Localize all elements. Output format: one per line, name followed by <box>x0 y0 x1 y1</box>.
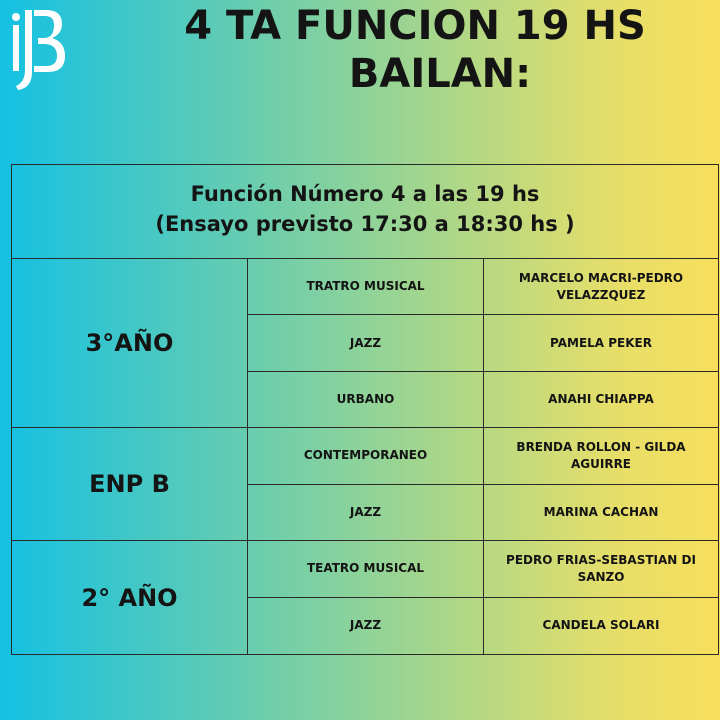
teacher-cell: MARINA CACHAN <box>484 485 718 541</box>
table-header <box>12 165 718 259</box>
style-cell: CONTEMPORANEO <box>248 428 484 484</box>
teacher-cell: PEDRO FRIAS-SEBASTIAN DI SANZO <box>484 541 718 597</box>
style-cell: JAZZ <box>248 485 484 541</box>
teacher-cell: BRENDA ROLLON - GILDA AGUIRRE <box>484 428 718 484</box>
schedule-table <box>11 164 719 655</box>
header-line-1: Función Número 4 a las 19 hs <box>190 182 540 206</box>
teacher-cell: PAMELA PEKER <box>484 315 718 371</box>
brand-logo <box>10 6 66 96</box>
title-line-1: 4 TA FUNCION 19 HS <box>184 3 646 49</box>
style-cell: JAZZ <box>248 315 484 371</box>
style-cell: TEATRO MUSICAL <box>248 541 484 597</box>
group-cell: 3°AÑO <box>12 259 248 428</box>
style-cell: URBANO <box>248 372 484 428</box>
style-cell: JAZZ <box>248 598 484 654</box>
page-title <box>110 0 720 98</box>
title-line-2: BAILAN: <box>348 51 532 97</box>
teacher-cell: MARCELO MACRI-PEDRO VELAZZQUEZ <box>484 259 718 315</box>
group-cell: ENP B <box>12 428 248 541</box>
ijb-monogram-icon <box>10 6 66 96</box>
header-line-2: (Ensayo previsto 17:30 a 18:30 hs ) <box>155 212 575 236</box>
style-cell: TRATRO MUSICAL <box>248 259 484 315</box>
schedule-grid <box>12 259 718 654</box>
teacher-cell: ANAHI CHIAPPA <box>484 372 718 428</box>
group-cell: 2° AÑO <box>12 541 248 654</box>
teacher-cell: CANDELA SOLARI <box>542 618 660 633</box>
